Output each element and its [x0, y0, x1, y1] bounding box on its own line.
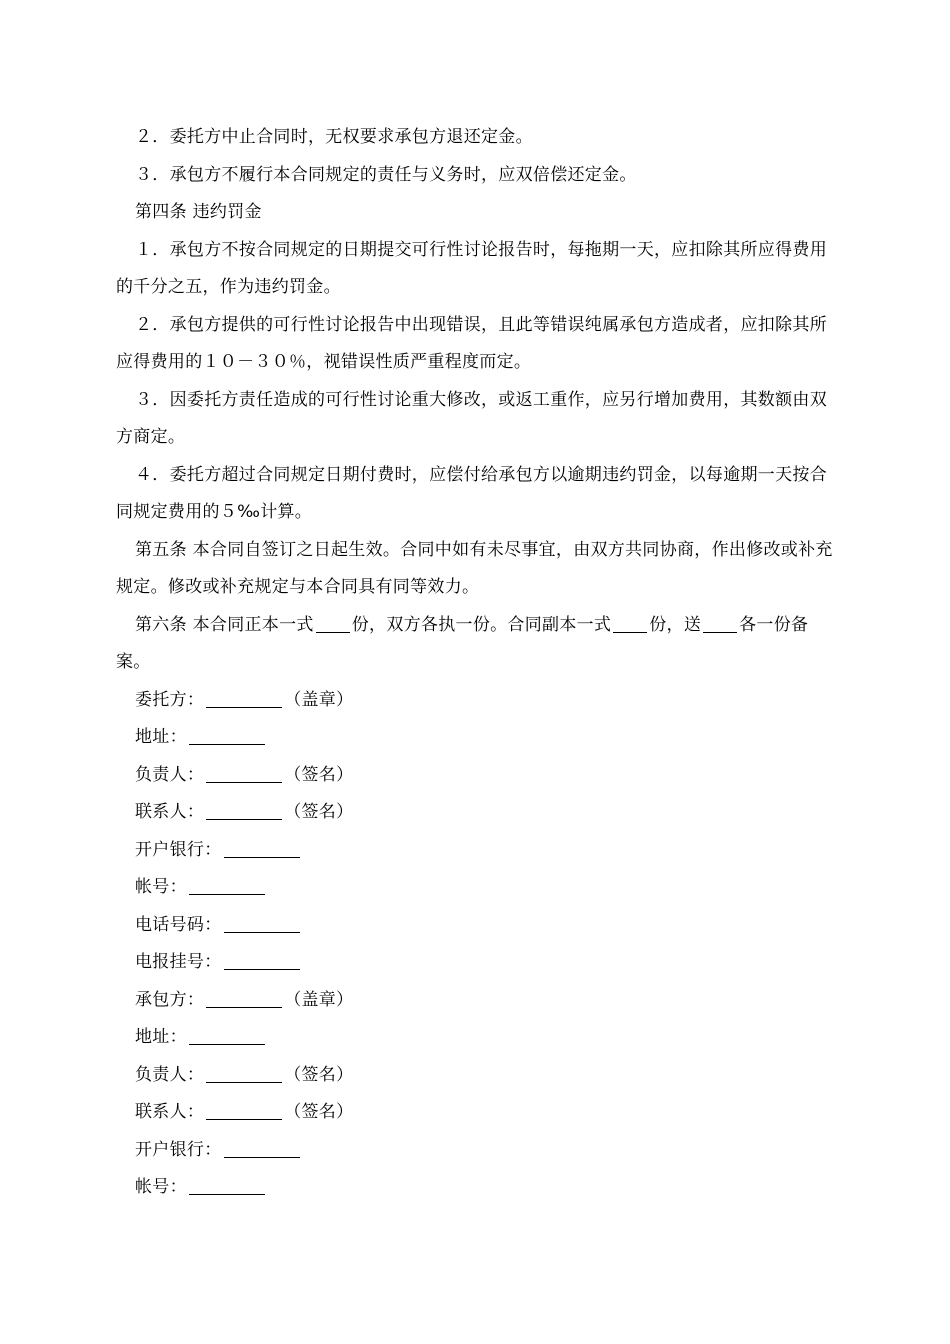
clause-3-contractor-breach: ３．承包方不履行本合同规定的责任与义务时，应双倍偿还定金。 [135, 164, 637, 185]
contractor-party-blank [206, 987, 282, 1008]
recipient-blank [703, 612, 737, 633]
principal-account-blank [189, 874, 265, 895]
contractor-party-line: 承包方： （盖章） [116, 982, 834, 1020]
article-4-item-2: ２．承包方提供的可行性讨论报告中出现错误，且此等错误纯属承包方造成者，应扣除其所应得费用的１０－３０％，视错误性质严重程度而定。 [116, 314, 827, 372]
copies-blank [316, 612, 350, 633]
contractor-contact-blank [206, 1099, 282, 1120]
contractor-address-line: 地址： [116, 1019, 834, 1057]
principal-phone-blank [224, 912, 300, 933]
principal-telegram-blank [224, 949, 300, 970]
article-6: 第六条 本合同正本一式 份，双方各执一份。合同副本一式 份，送 各一份备案。 [116, 607, 834, 682]
principal-contact-blank [206, 799, 282, 820]
contractor-responsible-blank [206, 1062, 282, 1083]
principal-bank-line: 开户银行： [116, 832, 834, 870]
contractor-account-line: 帐号： [116, 1169, 834, 1207]
article-4-item-3: ３．因委托方责任造成的可行性讨论重大修改，或返工重作，应另行增加费用，其数额由双方商定。 [116, 389, 827, 447]
duplicate-copies-blank [613, 612, 647, 633]
article-4-item-1: １．承包方不按合同规定的日期提交可行性讨论报告时，每拖期一天，应扣除其所应得费用的千分之五，作为违约罚金。 [116, 239, 827, 297]
article-5: 第五条 本合同自签订之日起生效。合同中如有未尽事宜，由双方共同协商，作出修改或补充规定。修改或补充规定与本合同具有同等效力。 [116, 539, 833, 597]
article-4-item-4: ４．委托方超过合同规定日期付费时，应偿付给承包方以逾期违约罚金，以每逾期一天按合同规定费用的５‰计算。 [116, 464, 827, 522]
contractor-bank-blank [224, 1137, 300, 1158]
principal-responsible-line: 负责人： （签名） [116, 757, 834, 795]
document-page [116, 119, 834, 1207]
principal-party-blank [206, 687, 282, 708]
principal-account-line: 帐号： [116, 869, 834, 907]
contractor-bank-line: 开户银行： [116, 1132, 834, 1170]
principal-signature-block [116, 682, 834, 982]
contractor-signature-block [116, 982, 834, 1207]
principal-contact-line: 联系人： （签名） [116, 794, 834, 832]
principal-party-line: 委托方： （盖章） [116, 682, 834, 720]
contractor-contact-line: 联系人： （签名） [116, 1094, 834, 1132]
contractor-address-blank [189, 1024, 265, 1045]
principal-phone-line: 电话号码： [116, 907, 834, 945]
principal-responsible-blank [206, 762, 282, 783]
principal-bank-blank [224, 837, 300, 858]
principal-address-line: 地址： [116, 719, 834, 757]
article-4-heading: 第四条 违约罚金 [135, 202, 262, 222]
principal-telegram-line: 电报挂号： [116, 944, 834, 982]
contractor-account-blank [189, 1174, 265, 1195]
principal-address-blank [189, 724, 265, 745]
clause-2-principal-termination: ２．委托方中止合同时，无权要求承包方退还定金。 [135, 127, 533, 147]
contractor-responsible-line: 负责人： （签名） [116, 1057, 834, 1095]
